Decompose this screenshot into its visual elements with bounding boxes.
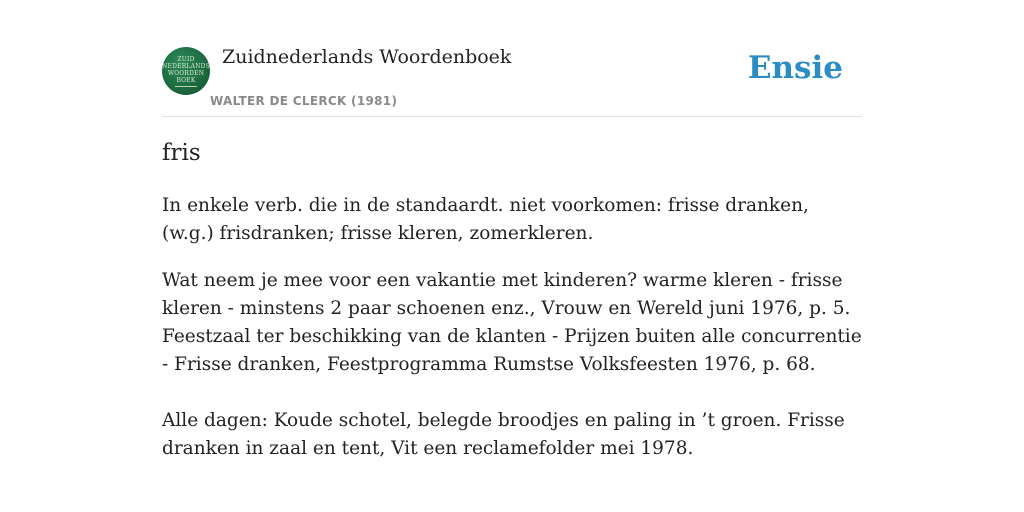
quote-paragraph: Alle dagen: Koude schotel, belegde broodjes en paling in ’t groen. Frisse dranken in zaal en tent, Vit een reclamefolder mei 1978. (162, 410, 845, 459)
quote-paragraph: Wat neem je mee voor een vakantie met kinderen? warme kleren - frisse kleren - minstens 2 paar schoenen enz., Vrouw en Wereld juni 1976, p. 5. Feestzaal ter beschikking van de klanten - Prijzen buiten alle concurrentie - Frisse dranken, Feestprogramma Rumstse Volksfeesten 1976, p. 68. (162, 270, 862, 375)
entry-definition: In enkele verb. die in de standaardt. niet voorkomen: frisse dranken, (w.g.) frisdranken; frisse kleren, zomerkleren. (162, 195, 809, 244)
cover-line: ZUID (177, 55, 195, 63)
cover-rule (175, 86, 197, 87)
dictionary-title[interactable]: Zuidnederlands Woordenboek (222, 46, 512, 68)
dictionary-header (162, 44, 862, 117)
dictionary-author: WALTER DE CLERCK (1981) (210, 94, 398, 108)
dictionary-cover-logo[interactable] (162, 47, 210, 95)
cover-line: NEDERLANDS (162, 62, 210, 70)
entry-quotes (162, 267, 862, 463)
entry-headword: fris (162, 140, 201, 166)
ensie-logo[interactable]: Ensie (747, 50, 843, 86)
cover-line: WOORDEN (167, 69, 205, 77)
cover-line: BOEK (176, 76, 196, 84)
